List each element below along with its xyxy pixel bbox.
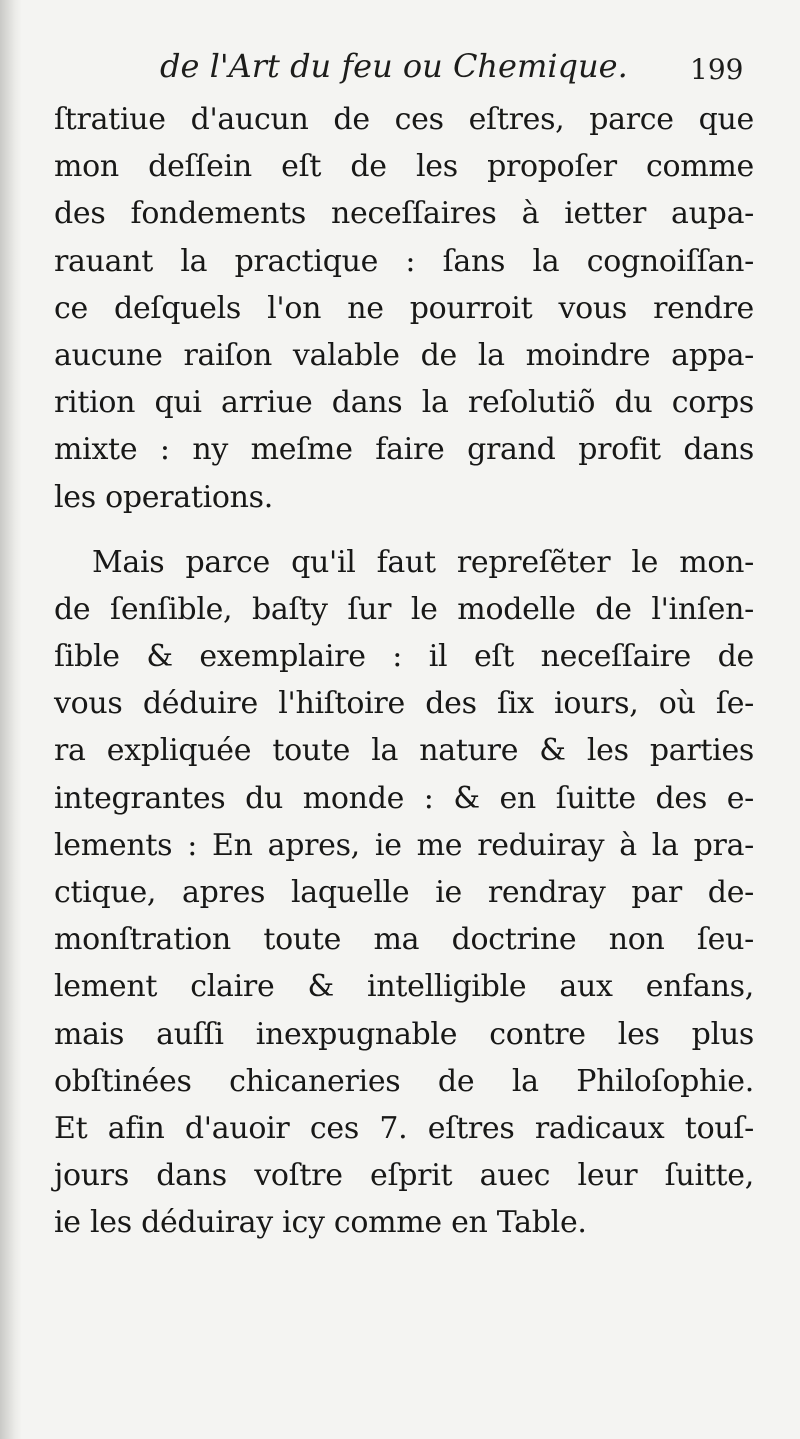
text-line: obſtinées chicaneries de la Philoſophie. — [54, 1063, 754, 1099]
text-line: Mais parce qu'il faut repreſẽter le mon- — [92, 544, 754, 580]
text-line: ra expliquée toute la nature & les parties — [54, 733, 754, 769]
text-line: integrantes du monde : & en ſuitte des e- — [54, 780, 754, 816]
text-line: aucune raiſon valable de la moindre appa- — [54, 337, 754, 373]
paragraph-2 — [54, 539, 754, 1247]
text-line: vous déduire l'hiſtoire des ſix iours, où ſe- — [54, 686, 754, 722]
text-line: des fondements neceſſaires à ietter aupa- — [54, 196, 754, 232]
paragraph-gap — [54, 521, 754, 539]
page-number: 199 — [690, 53, 744, 86]
text-line: lement claire & intelligible aux enfans, — [54, 969, 754, 1005]
text-line: rauant la practique : ſans la cognoiſſan- — [54, 243, 754, 279]
text-line: ce deſquels l'on ne pourroit vous rendre — [54, 290, 754, 326]
text-line: ie les déduiray icy comme en Table. — [54, 1205, 587, 1241]
text-line: mixte : ny meſme faire grand profit dans — [54, 432, 754, 468]
text-line: les operations. — [54, 479, 273, 515]
text-line: mon deſſein eſt de les propoſer comme — [54, 149, 754, 185]
text-line: jours dans voſtre eſprit auec leur ſuitte, — [54, 1158, 754, 1194]
text-line: monſtration toute ma doctrine non ſeu- — [54, 922, 754, 958]
body-text — [54, 96, 754, 1247]
text-line: ctique, apres laquelle ie rendray par de- — [54, 875, 754, 910]
paragraph-1 — [54, 96, 754, 521]
page-header — [0, 44, 800, 98]
text-line: Et afin d'auoir ces 7. eſtres radicaux touſ- — [54, 1110, 754, 1146]
running-title: de l'Art du feu ou Chemique. — [160, 47, 628, 85]
text-line: ſible & exemplaire : il eſt neceſſaire de — [54, 639, 754, 675]
text-line: mais auſſi inexpugnable contre les plus — [54, 1016, 754, 1052]
text-line: rition qui arriue dans la reſolutiõ du corps — [54, 385, 754, 421]
text-line: de ſenſible, baſty ſur le modelle de l'inſen- — [54, 591, 754, 627]
page-edge-shadow — [0, 0, 22, 1439]
text-line: ſtratiue d'aucun de ces eſtres, parce que — [54, 102, 754, 137]
text-line: lements : En apres, ie me reduiray à la pra- — [54, 827, 754, 863]
